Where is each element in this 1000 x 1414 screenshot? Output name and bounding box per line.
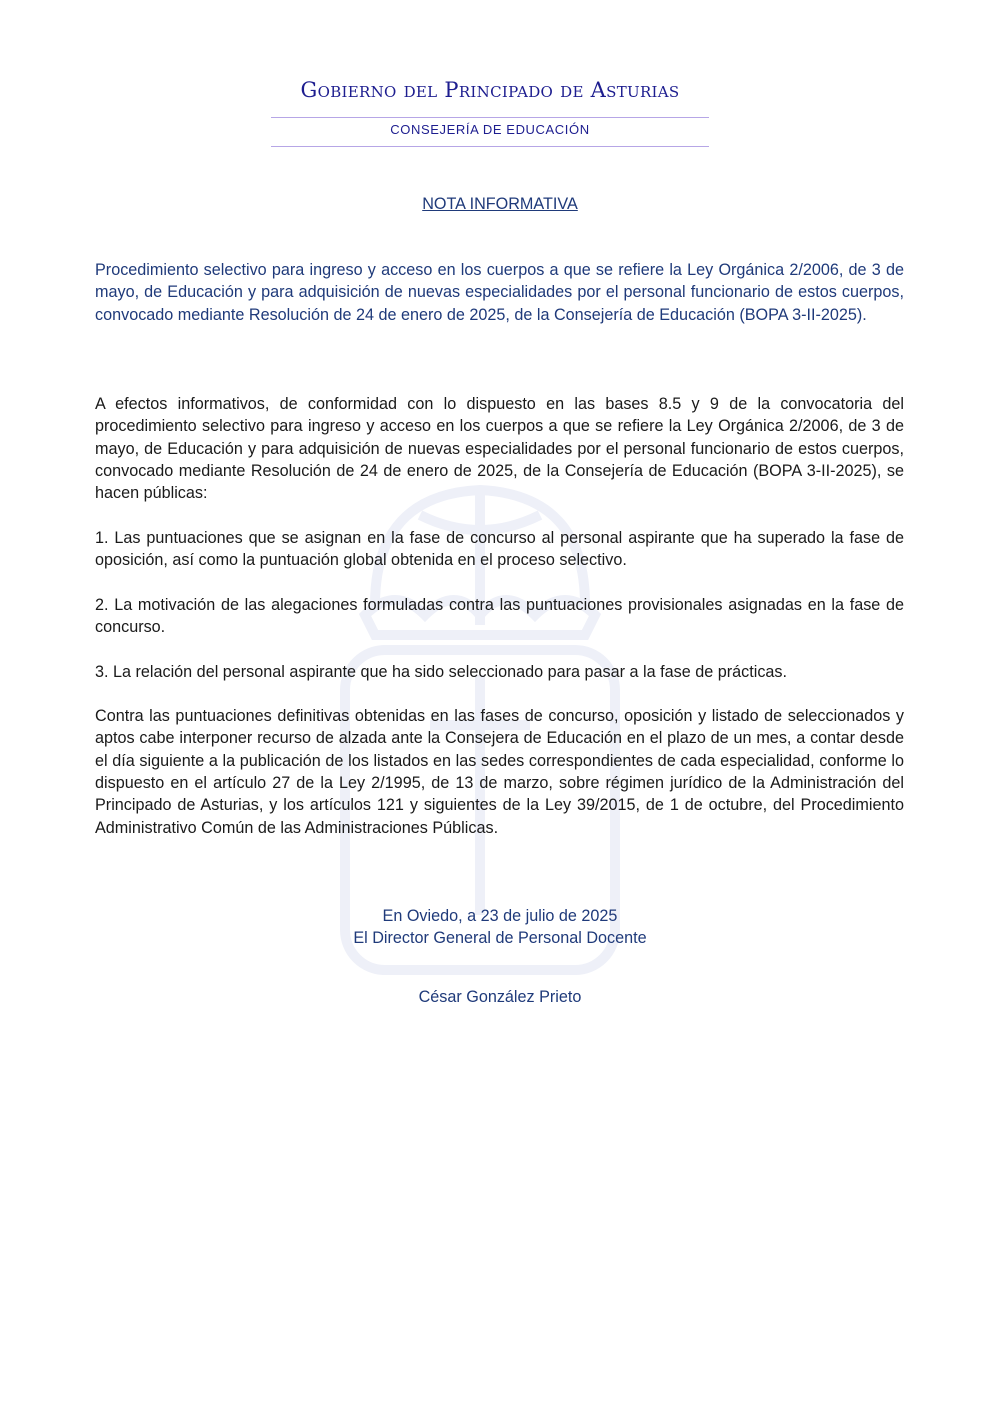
body-paragraph: A efectos informativos, de conformidad con lo dispuesto en las bases 8.5 y 9 de la convocatoria del procedimiento selectivo para ingreso y acceso en los cuerpos a que se refiere la Ley Orgánica 2/2006, de 3 de mayo, de Educación y para adquisición de nuevas especialidades por el personal funcionario de estos cuerpos, convocado mediante Resolución de 24 de enero de 2025, de la Consejería de Educación (BOPA 3-II-2025), se hacen públicas: [95,395,904,503]
body-paragraph: Contra las puntuaciones definitivas obtenidas en las fases de concurso, oposición y listado de seleccionados y aptos cabe interponer recurso de alzada ante la Consejera de Educación en el plazo de un mes, a contar desde el día siguiente a la publicación de los listados en las sedes correspondientes de cada especialidad, conforme lo dispuesto en el artículo 27 de la Ley 2/1995, de 13 de marzo, sobre régimen jurídico de la Administración del Principado de Asturias, y los artículos 121 y siguientes de la Ley 39/2015, de 1 de octubre, del Procedimiento Administrativo Común de las Administraciones Públicas. [95,707,904,837]
header-title: Gobierno del Principado de Asturias [300,78,680,102]
intro-paragraph: Procedimiento selectivo para ingreso y acceso en los cuerpos a que se refiere la Ley Orgánica 2/2006, de 3 de mayo, de Educación y para adquisición de nuevas especialidades por el personal funcionario de estos cuerpos, convocado mediante Resolución de 24 de enero de 2025, de la Consejería de Educación (BOPA 3-II-2025). [95,261,904,324]
place-date: En Oviedo, a 23 de julio de 2025 [382,907,618,925]
document-body [95,393,904,861]
signer-name: César González Prieto [418,988,582,1006]
header-subtitle: CONSEJERÍA DE EDUCACIÓN [390,122,590,137]
document-heading: NOTA INFORMATIVA [422,195,578,213]
header-divider-bottom [271,146,709,147]
body-paragraph: 2. La motivación de las alegaciones formuladas contra las puntuaciones provisionales asignadas en la fase de concurso. [95,595,904,636]
body-paragraph: 3. La relación del personal aspirante que ha sido seleccionado para pasar a la fase de prácticas. [95,662,788,681]
header-divider-top [271,117,709,118]
signer-title: El Director General de Personal Docente [353,929,647,947]
body-paragraph: 1. Las puntuaciones que se asignan en la fase de concurso al personal aspirante que ha superado la fase de oposición, así como la puntuación global obtenida en el proceso selectivo. [95,528,904,570]
